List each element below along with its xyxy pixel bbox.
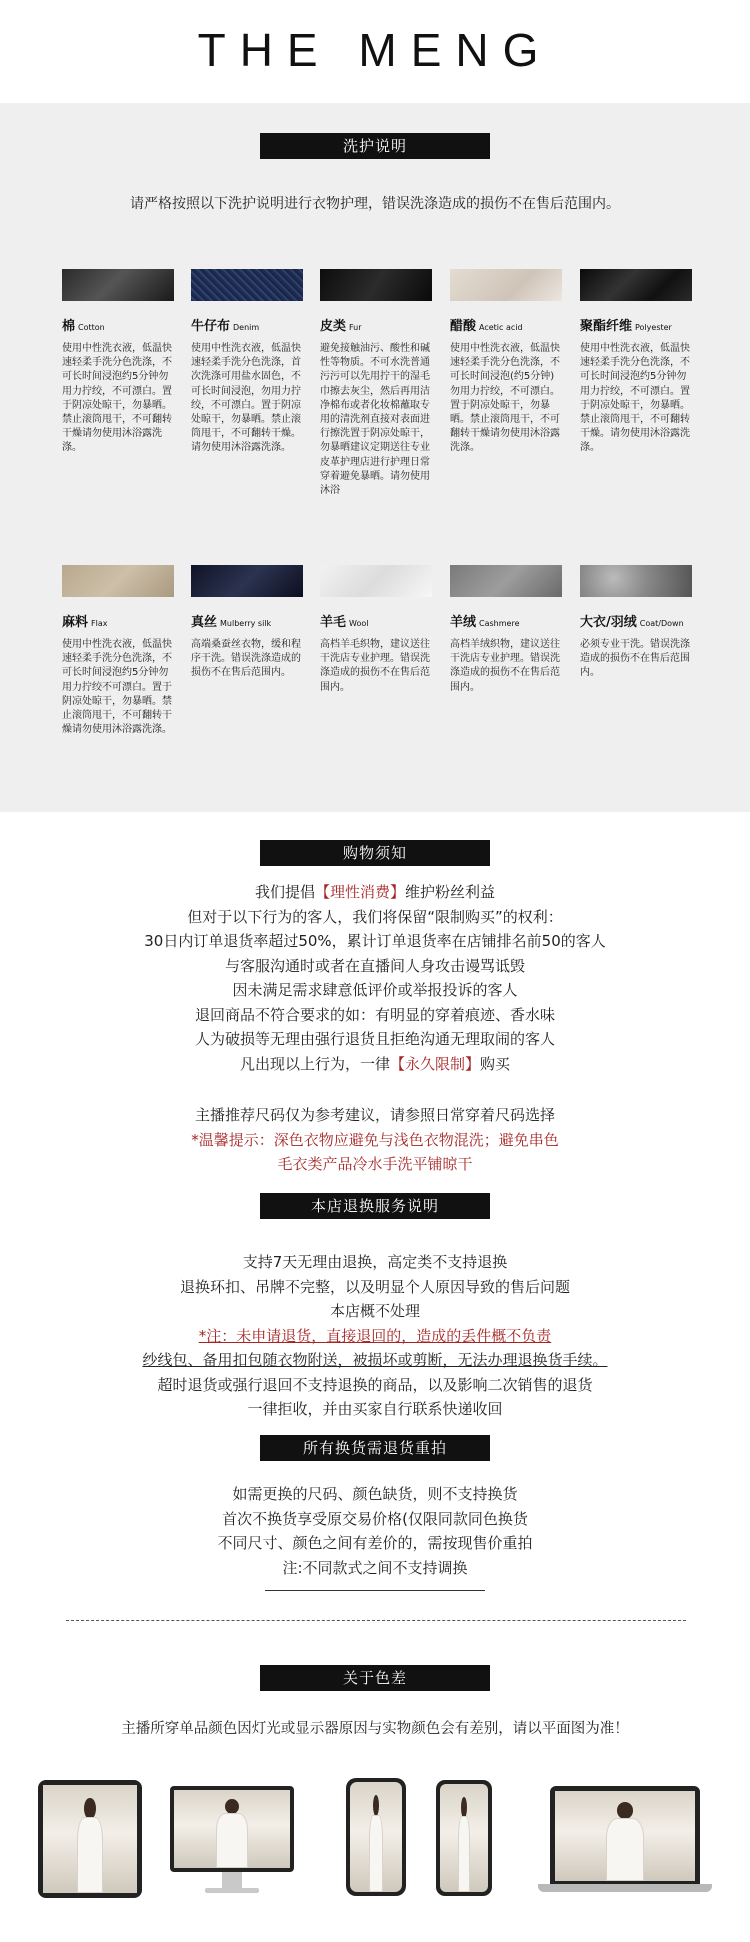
- fabric-swatch: [450, 565, 562, 597]
- care-intro: 请严格按照以下洗护说明进行衣物护理，错误洗涤造成的损伤不在售后范围内。: [130, 196, 620, 212]
- color-text: 主播所穿单品颜色因灯光或显示器原因与实物颜色会有差别，请以平面图为准！: [121, 1721, 629, 1737]
- fabric-text: 使用中性洗衣液，低温快速轻柔手洗分色洗涤，首次洗涤可用盐水固色，不可长时间浸泡，勿用力拧绞，不可漂白。置于阴凉处晾干，勿暴晒。禁止滚筒甩干，不可翻转干燥。请勿使用沐浴露洗涤。: [191, 343, 301, 454]
- returns-line: 支持7天无理由退换，高定类不支持退换: [242, 1253, 508, 1271]
- shopping-title: 购物须知: [260, 840, 490, 866]
- care-title: 洗护说明: [260, 133, 490, 159]
- fabric-swatch: [580, 565, 692, 597]
- fabric-en: Fur: [349, 323, 362, 332]
- fabric-text: 高档羊绒织物，建议送往干洗店专业护理。错误洗涤造成的损伤不在售后范围内。: [450, 639, 560, 693]
- fabric-name: 棉: [62, 319, 76, 334]
- exchange-line: 如需更换的尺码、颜色缺货，则不支持换货: [232, 1485, 518, 1503]
- fabric-en: Denim: [233, 323, 260, 332]
- exchange-line: 注:不同款式之间不支持调换: [282, 1558, 468, 1577]
- fabric-text: 使用中性洗衣液，低温快速轻柔手洗分色洗涤，不可长时间浸泡约5分钟勿用力拧绞不可漂白。置于阴凉处晾干，勿暴晒。禁止滚筒甩干，不可翻转干燥请勿使用沐浴露洗涤。: [62, 639, 172, 736]
- fabric-name: 牛仔布: [191, 319, 231, 334]
- dashed-divider: [66, 1620, 686, 1621]
- shopping-line: 人为破损等无理由强行退货且拒绝沟通无理取闹的客人: [194, 1030, 555, 1048]
- returns-line: 一律拒收，并由买家自行联系快递收回: [247, 1400, 503, 1418]
- laptop-base: [538, 1884, 712, 1892]
- fabric-acetic: [450, 269, 562, 456]
- shopping-line: 但对于以下行为的客人，我们将保留“限制购买”的权利：: [187, 907, 563, 926]
- fabric-flax: [62, 565, 174, 737]
- fabric-en: Flax: [91, 619, 108, 628]
- fabric-wool: [320, 565, 432, 695]
- fabric-en: Acetic acid: [479, 323, 523, 332]
- fabric-swatch: [320, 269, 432, 301]
- fabric-cashmere: [450, 565, 562, 695]
- fabric-text: 避免接触油污、酸性和碱性等物质。不可水洗普通污污可以先用拧干的湿毛巾擦去灰尘，然后再用洁净棉布或者化妆棉蘸取专用的清洗剂直接对表面进行擦洗置于阴凉处晾干，勿暴晒建议定期送往专业皮革护理店进行护理日常穿着避免暴晒。请勿使用沐浴: [320, 343, 430, 497]
- fabric-swatch: [191, 269, 303, 301]
- fabric-swatch: [450, 269, 562, 301]
- fabric-name: 大衣/羽绒: [580, 615, 637, 630]
- returns-line: 超时退货或强行退回不支持退换的商品，以及影响二次销售的退货: [157, 1375, 593, 1394]
- brand-header: [0, 0, 750, 100]
- tablet-mockup: [38, 1780, 142, 1898]
- phone-mockup: [436, 1780, 492, 1896]
- phone-mockup: [346, 1778, 406, 1896]
- fabric-silk: [191, 565, 303, 681]
- fabric-en: Wool: [349, 619, 369, 628]
- warm-tip: *温馨提示：深色衣物应避免与浅色衣物混洗；避免串色: [191, 1130, 559, 1149]
- fabric-polyester: [580, 269, 692, 456]
- fabric-swatch: [320, 565, 432, 597]
- fabric-swatch: [191, 565, 303, 597]
- shopping-line: 因未满足需求肆意低评价或举报投诉的客人: [232, 981, 518, 999]
- returns-line: 退换环扣、吊牌不完整，以及明显个人原因导致的售后问题: [179, 1277, 570, 1296]
- fabric-text: 高档羊毛织物，建议送往干洗店专业护理。错误洗涤造成的损伤不在售后范围内。: [320, 639, 430, 693]
- divider-rule: [265, 1590, 485, 1591]
- fabric-en: Cotton: [78, 323, 105, 332]
- exchange-notice: [0, 1482, 750, 1580]
- shopping-line: 退回商品不符合要求的如：有明显的穿着痕迹、香水味: [194, 1005, 555, 1024]
- shopping-line: 凡出现以上行为，一律【永久限制】购买: [239, 1054, 511, 1073]
- shopping-line: 30日内订单退货率超过50%，累计订单退货率在店铺排名前50的客人: [144, 932, 606, 950]
- size-note: 主播推荐尺码仅为参考建议，请参照日常穿着尺码选择: [194, 1106, 555, 1124]
- fabric-name: 麻料: [62, 615, 89, 630]
- fabric-name: 醋酸: [450, 319, 477, 334]
- fabric-en: Coat/Down: [639, 619, 684, 628]
- shopping-line: 与客服沟通时或者在直播间人身攻击谩骂诋毁: [224, 956, 525, 975]
- exchange-line: 不同尺寸、颜色之间有差价的，需按现售价重拍: [217, 1534, 533, 1552]
- returns-line: 本店概不处理: [329, 1302, 420, 1320]
- fabric-text: 使用中性洗衣液，低温快速轻柔手洗分色洗涤，不可长时间浸泡约5分钟勿用力拧绞，不可漂白。置于阴凉处晾干，勿暴晒。禁止滚筒甩干，不可翻转干燥。请勿使用沐浴露洗涤。: [580, 343, 690, 454]
- returns-accessory-note: 纱线包、备用扣包随衣物附送，被损坏或剪断，无法办理退换货手续。: [142, 1351, 608, 1369]
- fabric-name: 皮类: [320, 319, 347, 334]
- fabric-text: 使用中性洗衣液，低温快速轻柔手洗分色洗涤，不可长时间浸泡约5分钟勿用力拧绞，不可漂白。置于阴凉处晾干，勿暴晒。禁止滚筒甩干，不可翻转干燥请勿使用沐浴露洗涤。: [62, 343, 172, 454]
- fabric-cotton: [62, 269, 174, 456]
- fabric-en: Cashmere: [479, 619, 520, 628]
- returns-warning: *注：未申请退货，直接退回的，造成的丢件概不负责: [198, 1326, 552, 1345]
- shopping-notice: [0, 880, 750, 1076]
- brand-logo-text: THE MENG: [197, 24, 553, 76]
- fabric-en: Mulberry silk: [220, 619, 272, 628]
- fabric-text: 使用中性洗衣液，低温快速轻柔手洗分色洗涤，不可长时间浸泡(约5分钟)勿用力拧绞，不可漂白。置于阴凉处晾干，勿暴晒。禁止滚筒甩干，不可翻转干燥请勿使用沐浴露洗涤。: [450, 343, 560, 454]
- fabric-swatch: [580, 269, 692, 301]
- fabric-swatch: [62, 269, 174, 301]
- returns-title: 本店退换服务说明: [260, 1193, 490, 1219]
- shopping-line: 我们提倡【理性消费】维护粉丝利益: [254, 883, 496, 901]
- monitor-mockup: [170, 1786, 294, 1872]
- fabric-coat-down: [580, 565, 692, 681]
- fabric-en: Polyester: [635, 323, 672, 332]
- fabric-name: 羊绒: [450, 615, 477, 630]
- monitor-base: [205, 1888, 259, 1893]
- fabric-name: 真丝: [191, 615, 218, 630]
- color-title: 关于色差: [260, 1665, 490, 1691]
- returns-notice: [0, 1250, 750, 1422]
- fabric-swatch: [62, 565, 174, 597]
- fabric-name: 聚酯纤维: [580, 319, 633, 334]
- fabric-text: 高端桑蚕丝衣物，缓和程序干洗。错误洗涤造成的损伤不在售后范围内。: [191, 639, 301, 679]
- fabric-denim: [191, 269, 303, 456]
- fabric-name: 羊毛: [320, 615, 347, 630]
- size-notice: [0, 1103, 750, 1177]
- exchange-title: 所有换货需退货重拍: [260, 1435, 490, 1461]
- fabric-fur: [320, 269, 432, 498]
- laptop-mockup: [550, 1786, 700, 1884]
- device-mockups: [0, 1776, 750, 1926]
- care-section: [0, 103, 750, 812]
- exchange-line: 首次不换货享受原交易价格(仅限同款同色换货: [222, 1509, 528, 1528]
- fabric-text: 必须专业干洗。错误洗涤造成的损伤不在售后范围内。: [580, 639, 690, 679]
- warm-tip: 毛衣类产品冷水手洗平铺晾干: [277, 1155, 473, 1173]
- color-notice: [0, 1717, 750, 1742]
